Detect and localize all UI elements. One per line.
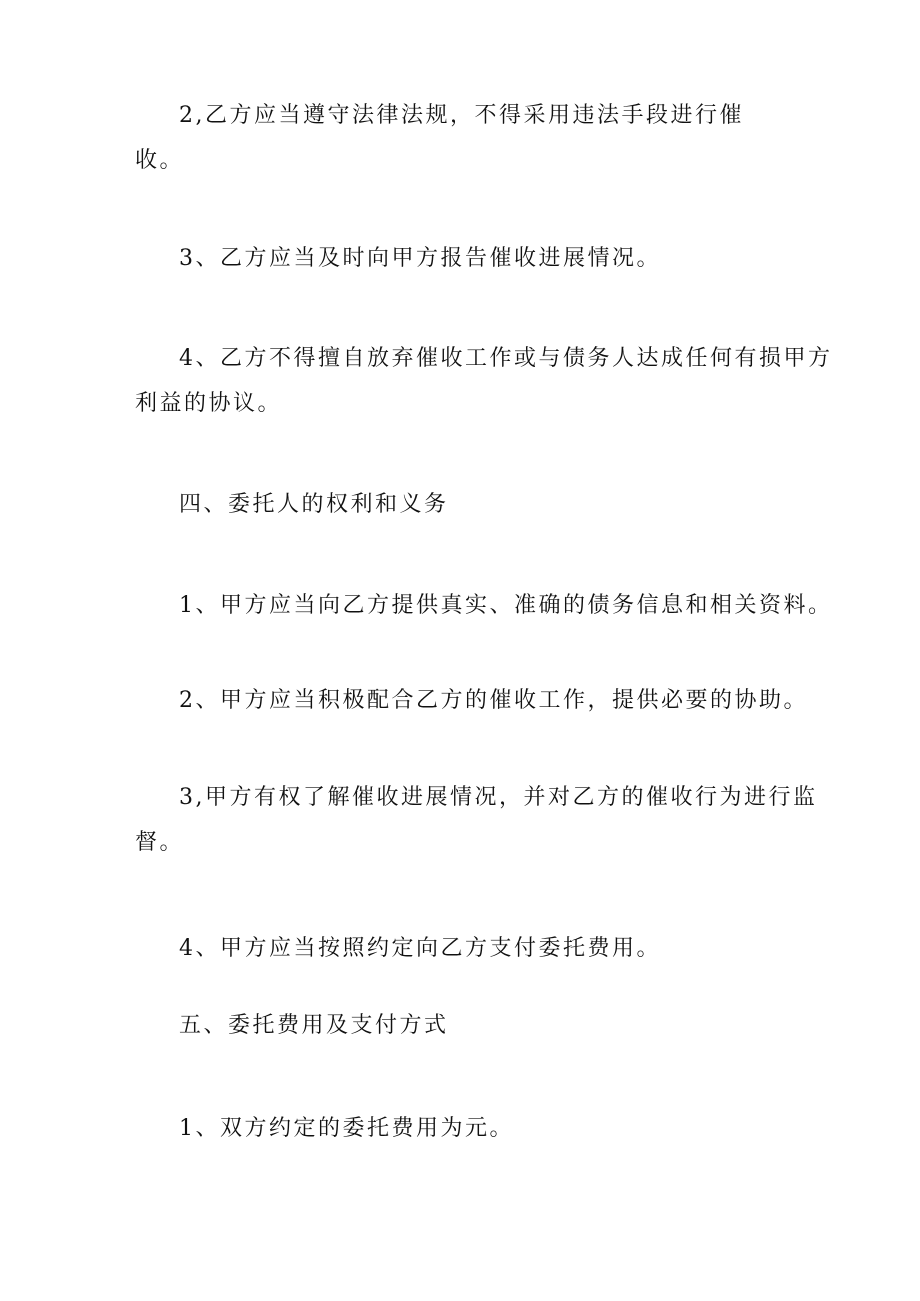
clause-3-2-line-2: 收。	[135, 148, 185, 173]
clause-4-4-line-1: 4、甲方应当按照约定向乙方支付委托费用。	[179, 936, 661, 961]
clause-4-3	[135, 775, 818, 865]
clause-4-3-line-1: 3,甲方有权了解催收进展情况，并对乙方的催收行为进行监	[179, 785, 818, 810]
section-heading-5: 五、委托费用及支付方式	[179, 1013, 449, 1038]
clause-4-2-line-1: 2、甲方应当积极配合乙方的催收工作，提供必要的协助。	[179, 688, 808, 713]
clause-4-2	[135, 678, 808, 723]
clause-5-1	[135, 1106, 795, 1151]
clause-4-4	[135, 926, 795, 971]
clause-4-1-line-1: 1、甲方应当向乙方提供真实、准确的债务信息和相关资料。	[179, 593, 833, 618]
section-heading-4: 四、委托人的权利和义务	[179, 492, 449, 517]
clause-3-4-line-1: 4、乙方不得擅自放弃催收工作或与债务人达成任何有损甲方	[179, 346, 833, 371]
clause-3-4	[135, 336, 833, 426]
clause-4-3-line-2: 督。	[135, 830, 185, 855]
clause-4-1	[135, 583, 833, 628]
clause-3-2-line-1: 2,乙方应当遵守法律法规，不得采用违法手段进行催	[179, 103, 744, 128]
clause-3-4-line-2: 利益的协议。	[135, 391, 283, 416]
clause-5-1-line-1: 1、双方约定的委托费用为元。	[179, 1116, 514, 1141]
clause-3-2	[135, 93, 795, 183]
clause-3-3	[135, 236, 795, 281]
clause-3-3-line-1: 3、乙方应当及时向甲方报告催收进展情况。	[179, 246, 661, 271]
